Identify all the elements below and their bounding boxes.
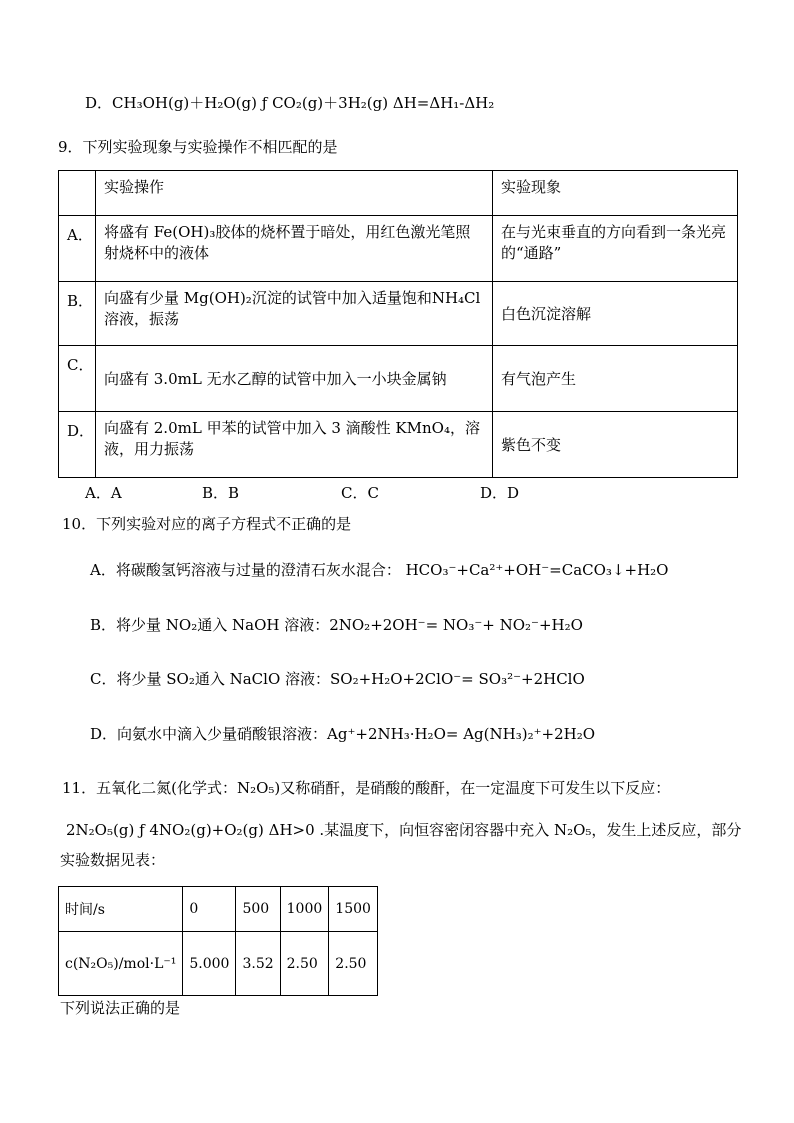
q11-time-header: 时间/s [59, 887, 183, 932]
q11-data-table [58, 886, 378, 996]
q10-option-a[interactable]: A．将碳酸氢钙溶液与过量的澄清石灰水混合： HCO₃⁻+Ca²⁺+OH⁻=CaCO₃↓+H₂O [90, 561, 669, 579]
q9-row-operation: 将盛有 Fe(OH)₃胶体的烧杯置于暗处，用红色激光笔照射烧杯中的液体 [96, 216, 493, 282]
q9-row-label: C． [59, 346, 96, 412]
q11-reaction: 2N₂O₅(g) ƒ 4NO₂(g)+O₂(g) ΔH>0 .某温度下，向恒容密闭容器中充入 N₂O₅，发生上述反应，部分 [66, 821, 742, 839]
q9-header-blank [59, 171, 96, 216]
q11-time-row [59, 887, 378, 932]
q9-header-operation: 实验操作 [96, 171, 493, 216]
q11-conc-row [59, 932, 378, 996]
q10-option-c[interactable]: C．将少量 SO₂通入 NaClO 溶液：SO₂+H₂O+2ClO⁻= SO₃²⁻+2HClO [90, 670, 585, 688]
q11-time-cell: 1500 [329, 887, 378, 932]
q9-row-phenomenon: 在与光束垂直的方向看到一条光亮的“通路” [493, 216, 738, 282]
q9-header-phenomenon: 实验现象 [493, 171, 738, 216]
q11-conc-header: c(N₂O₅)/mol·L⁻¹ [59, 932, 183, 996]
q11-conc-cell: 5.000 [183, 932, 236, 996]
q9-choice-c[interactable]: C．C [341, 484, 379, 502]
q9-row-label: D． [59, 412, 96, 478]
q9-row-label: B． [59, 282, 96, 346]
q9-row-phenomenon: 紫色不变 [493, 412, 738, 478]
q11-after: 下列说法正确的是 [60, 999, 181, 1017]
q9-row-a [59, 216, 738, 282]
q11-time-cell: 0 [183, 887, 236, 932]
q9-row-operation: 向盛有 2.0mL 甲苯的试管中加入 3 滴酸性 KMnO₄，溶液，用力振荡 [96, 412, 493, 478]
q10-option-b[interactable]: B．将少量 NO₂通入 NaOH 溶液：2NO₂+2OH⁻= NO₃⁻+ NO₂⁻+H₂O [90, 616, 583, 634]
q11-time-cell: 1000 [280, 887, 329, 932]
q10-option-d[interactable]: D．向氨水中滴入少量硝酸银溶液：Ag⁺+2NH₃·H₂O= Ag(NH₃)₂⁺+2H₂O [90, 725, 595, 743]
q11-conc-cell: 3.52 [236, 932, 280, 996]
q11-time-cell: 500 [236, 887, 280, 932]
q11-stem: 11．五氧化二氮(化学式：N₂O₅)又称硝酐，是硝酸的酸酐，在一定温度下可发生以下反应： [62, 779, 671, 797]
q10-stem: 10．下列实验对应的离子方程式不正确的是 [62, 515, 352, 533]
q9-row-operation: 向盛有少量 Mg(OH)₂沉淀的试管中加入适量饱和NH₄Cl 溶液，振荡 [96, 282, 493, 346]
q9-row-b [59, 282, 738, 346]
q11-reaction-cont: 实验数据见表： [60, 851, 166, 869]
q11-conc-cell: 2.50 [329, 932, 378, 996]
q9-header-row [59, 171, 738, 216]
q9-row-operation: 向盛有 3.0mL 无水乙醇的试管中加入一小块金属钠 [96, 346, 493, 412]
q9-table [58, 170, 738, 478]
q9-stem: 9．下列实验现象与实验操作不相匹配的是 [58, 138, 338, 156]
q8-option-d: D．CH₃OH(g)＋H₂O(g) ƒ CO₂(g)＋3H₂(g) ΔH=ΔH₁-ΔH₂ [85, 94, 495, 112]
q9-choice-b[interactable]: B．B [202, 484, 240, 502]
q9-row-c [59, 346, 738, 412]
q9-choice-d[interactable]: D．D [480, 484, 520, 502]
q9-row-d [59, 412, 738, 478]
q9-choice-a[interactable]: A．A [85, 484, 122, 502]
q11-conc-cell: 2.50 [280, 932, 329, 996]
q9-row-phenomenon: 白色沉淀溶解 [493, 282, 738, 346]
q9-row-phenomenon: 有气泡产生 [493, 346, 738, 412]
q9-row-label: A． [59, 216, 96, 282]
